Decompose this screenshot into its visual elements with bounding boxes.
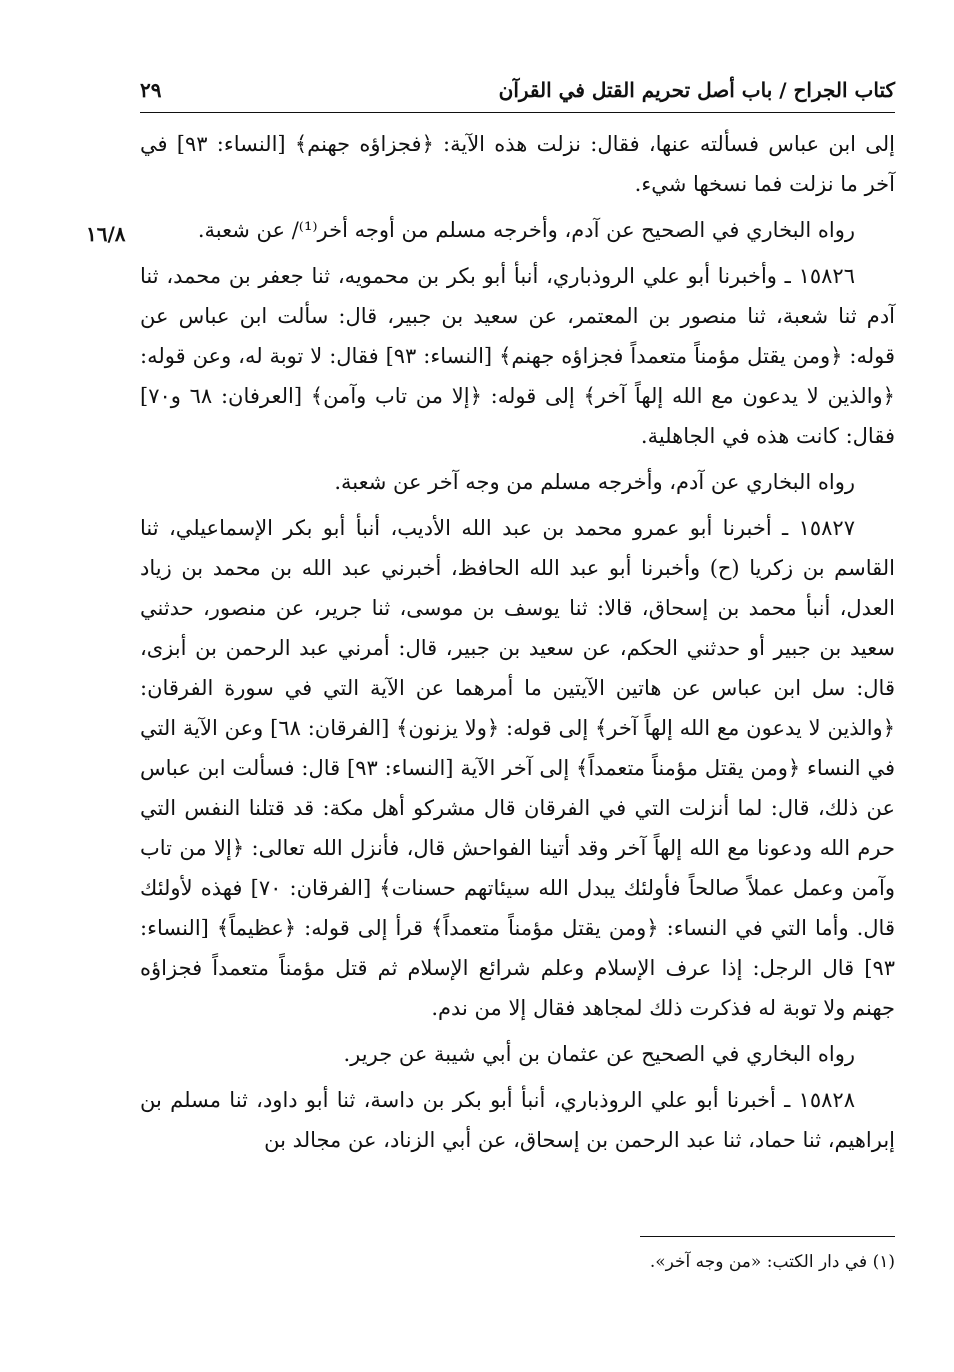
footnote: (١) في دار الكتب: «من وجه آخر». xyxy=(649,1252,895,1272)
paragraph-hadith-15828: ١٥٨٢٨ ـ أخبرنا أبو علي الروذباري، أنبأ أبو بكر بن داسة، ثنا أبو داود، ثنا مسلم بن إبراهيم، ثنا حماد، ثنا عبد الرحمن بن إسحاق، عن أبي الزناد، عن مجالد بن xyxy=(140,1088,895,1152)
paragraph-riwayah-3: رواه البخاري في الصحيح عن عثمان بن أبي شيبة عن جرير. xyxy=(343,1042,855,1066)
paragraph-hadith-15826: ١٥٨٢٦ ـ وأخبرنا أبو علي الروذباري، أنبأ أبو بكر بن محمويه، ثنا جعفر بن محمد، ثنا آدم ثنا شعبة، ثنا منصور بن المعتمر، عن سعيد بن جبير، قال: سألت ابن عباس عن قوله: ﴿ومن يقتل مؤمناً متعمداً فجزاؤه جهنم﴾ [النساء: ٩٣] فقال: لا توبة له، وعن قوله: ﴿والذين لا يدعون مع الله إلهاً آخر﴾ إلى قوله: ﴿إلا من تاب وآمن﴾ [العرفان: ٦٨ و٧٠] فقال: كانت هذه في الجاهلية. xyxy=(140,264,895,448)
running-header xyxy=(140,72,895,113)
paragraph-riwayah-1: رواه البخاري في الصحيح عن آدم، وأخرجه مسلم من أوجه أخر⁽¹⁾/ عن شعبة. xyxy=(197,218,855,242)
page-number: ٢٩ xyxy=(140,78,169,102)
paragraph-riwayah-2: رواه البخاري عن آدم، وأخرجه مسلم من وجه آخر عن شعبة. xyxy=(334,470,855,494)
header-title: كتاب الجراح / باب أصل تحريم القتل في القرآن xyxy=(491,78,895,102)
main-text xyxy=(140,124,895,1160)
paragraph-continuation: إلى ابن عباس فسألته عنها، فقال: نزلت هذه الآية: ﴿فجزاؤه جهنم﴾ [النساء: ٩٣] في آخر ما نزلت فما نسخها شيء. xyxy=(140,132,895,196)
paragraph-hadith-15827: ١٥٨٢٧ ـ أخبرنا أبو عمرو محمد بن عبد الله الأديب، أنبأ أبو بكر الإسماعيلي، ثنا القاسم بن زكريا (ح) وأخبرنا أبو عبد الله الحافظ، أخبرني عبد الله بن محمد بن زياد العدل، أنبأ محمد بن إسحاق، قالا: ثنا يوسف بن موسى، ثنا جرير، عن منصور، حدثني سعيد بن جبير أو حدثني الحكم، عن سعيد بن جبير، قال: أمرني عبد الرحمن بن أبزى، قال: سل ابن عباس عن هاتين الآيتين ما أمرهما عن الآية التي في سورة الفرقان: ﴿والذين لا يدعون مع الله إلهاً آخر﴾ إلى قوله: ﴿ولا يزنون﴾ [الفرقان: ٦٨] وعن الآية التي في النساء ﴿ومن يقتل مؤمناً متعمداً﴾ إلى آخر الآية [النساء: ٩٣] قال: فسألت ابن عباس عن ذلك، قال: لما أنزلت التي في الفرقان قال مشركو أهل مكة: قد قتلنا النفس التي حرم الله ودعونا مع الله إلهاً آخر وقد أتينا الفواحش قال، فأنزل الله تعالى: ﴿إلا من تاب وآمن وعمل عملاً صالحاً فأولئك يبدل الله سيئاتهم حسنات﴾ [الفرقان: ٧٠] فهذه لأولئك قال. وأما التي في النساء: ﴿ومن يقتل مؤمناً متعمداً﴾ قرأ إلى قوله: ﴿عظيماً﴾ [النساء: ٩٣] قال الرجل: إذا عرف الإسلام وعلم شرائع الإسلام ثم قتل مؤمناً متعمداً فجزاؤه جهنم ولا توبة له فذكرت ذلك لمجاهد فقال إلا من ندم. xyxy=(140,516,896,1020)
margin-reference: ١٦/٨ xyxy=(86,222,126,246)
footnote-divider xyxy=(640,1236,895,1237)
